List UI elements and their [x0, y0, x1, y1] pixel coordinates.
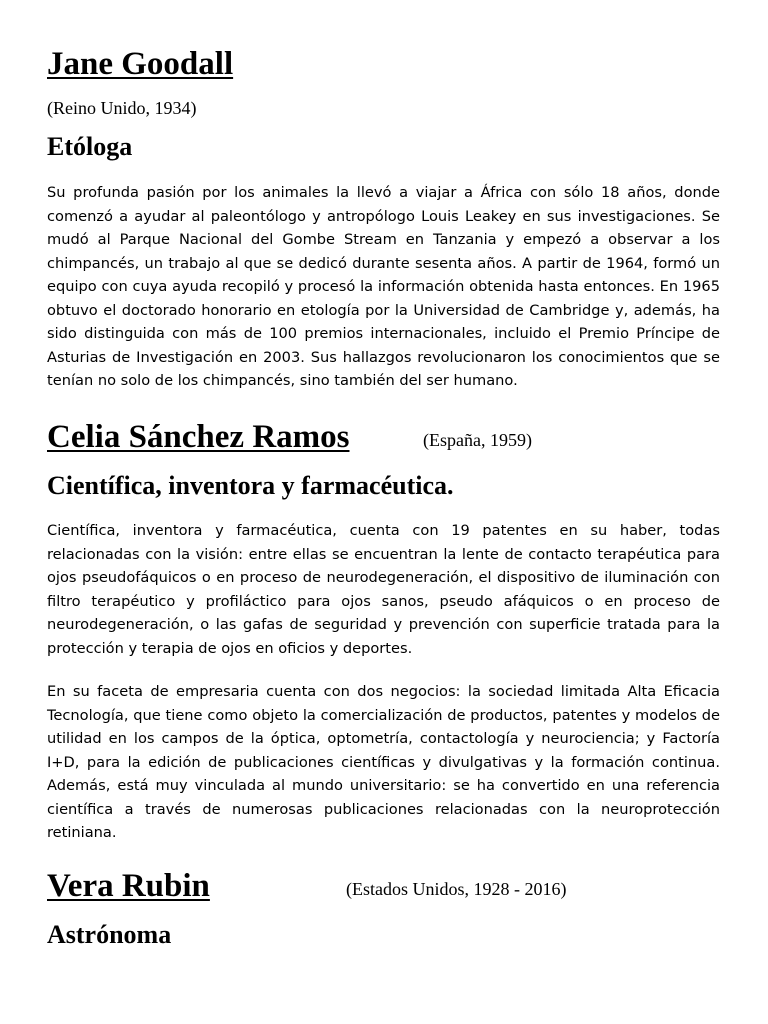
celia-origin: (España, 1959) — [423, 430, 532, 450]
celia-bio-2: En su faceta de empresaria cuenta con dos negocios: la sociedad limitada Alta Eficacia Tecnología, que tiene como objeto la comercialización de productos, patentes y modelos de utilidad en los campos de la óptica, optometría, contactología y neurociencia; y Factoría I+D, para la edición de publicaciones científicas y divulgativas y la formación continua. Además, está muy vinculada al mundo universitario: se ha convertido en una referencia científica a través de numerosas publicaciones relacionadas con la neuroprotección retiniana. — [47, 683, 720, 841]
vera-origin: (Estados Unidos, 1928 - 2016) — [346, 879, 567, 899]
vera-profession: Astrónoma — [47, 920, 172, 949]
jane-profession: Etóloga — [47, 132, 133, 161]
jane-name-heading: Jane Goodall — [47, 46, 234, 82]
jane-origin: (Reino Unido, 1934) — [47, 98, 197, 118]
vera-name-heading: Vera Rubin — [47, 868, 210, 904]
celia-name-heading: Celia Sánchez Ramos — [47, 419, 350, 455]
jane-bio: Su profunda pasión por los animales la llevó a viajar a África con sólo 18 años, donde comenzó a ayudar al paleontólogo y antropólogo Louis Leakey en sus investigaciones. Se mudó al Parque Nacional del Gombe Stream en Tanzania y empezó a observar a los chimpancés, un trabajo al que se dedicó durante sesenta años. A partir de 1964, formó un equipo con cuya ayuda recopiló y procesó la información obtenida hasta entonces. En 1965 obtuvo el doctorado honorario en etología por la Universidad de Cambridge y, además, ha sido distinguida con más de 100 premios internacionales, incluido el Premio Príncipe de Asturias de Investigación en 2003. Sus hallazgos revolucionaron los conocimientos que se tenían no solo de los chimpancés, sino también del ser humano. — [47, 184, 720, 389]
celia-bio-1: Científica, inventora y farmacéutica, cuenta con 19 patentes en su haber, todas relacionadas con la visión: entre ellas se encuentran la lente de contacto terapéutica para ojos pseudofáquicos o en proceso de neurodegeneración, el dispositivo de iluminación con filtro terapéutico y profiláctico para ojos sanos, pseudo afáquicos o en proceso de neurodegeneración, o las gafas de seguridad y prevención con superficie tratada para la protección y terapia de ojos en oficios y deportes. — [47, 522, 720, 657]
celia-profession: Científica, inventora y farmacéutica. — [47, 471, 454, 500]
